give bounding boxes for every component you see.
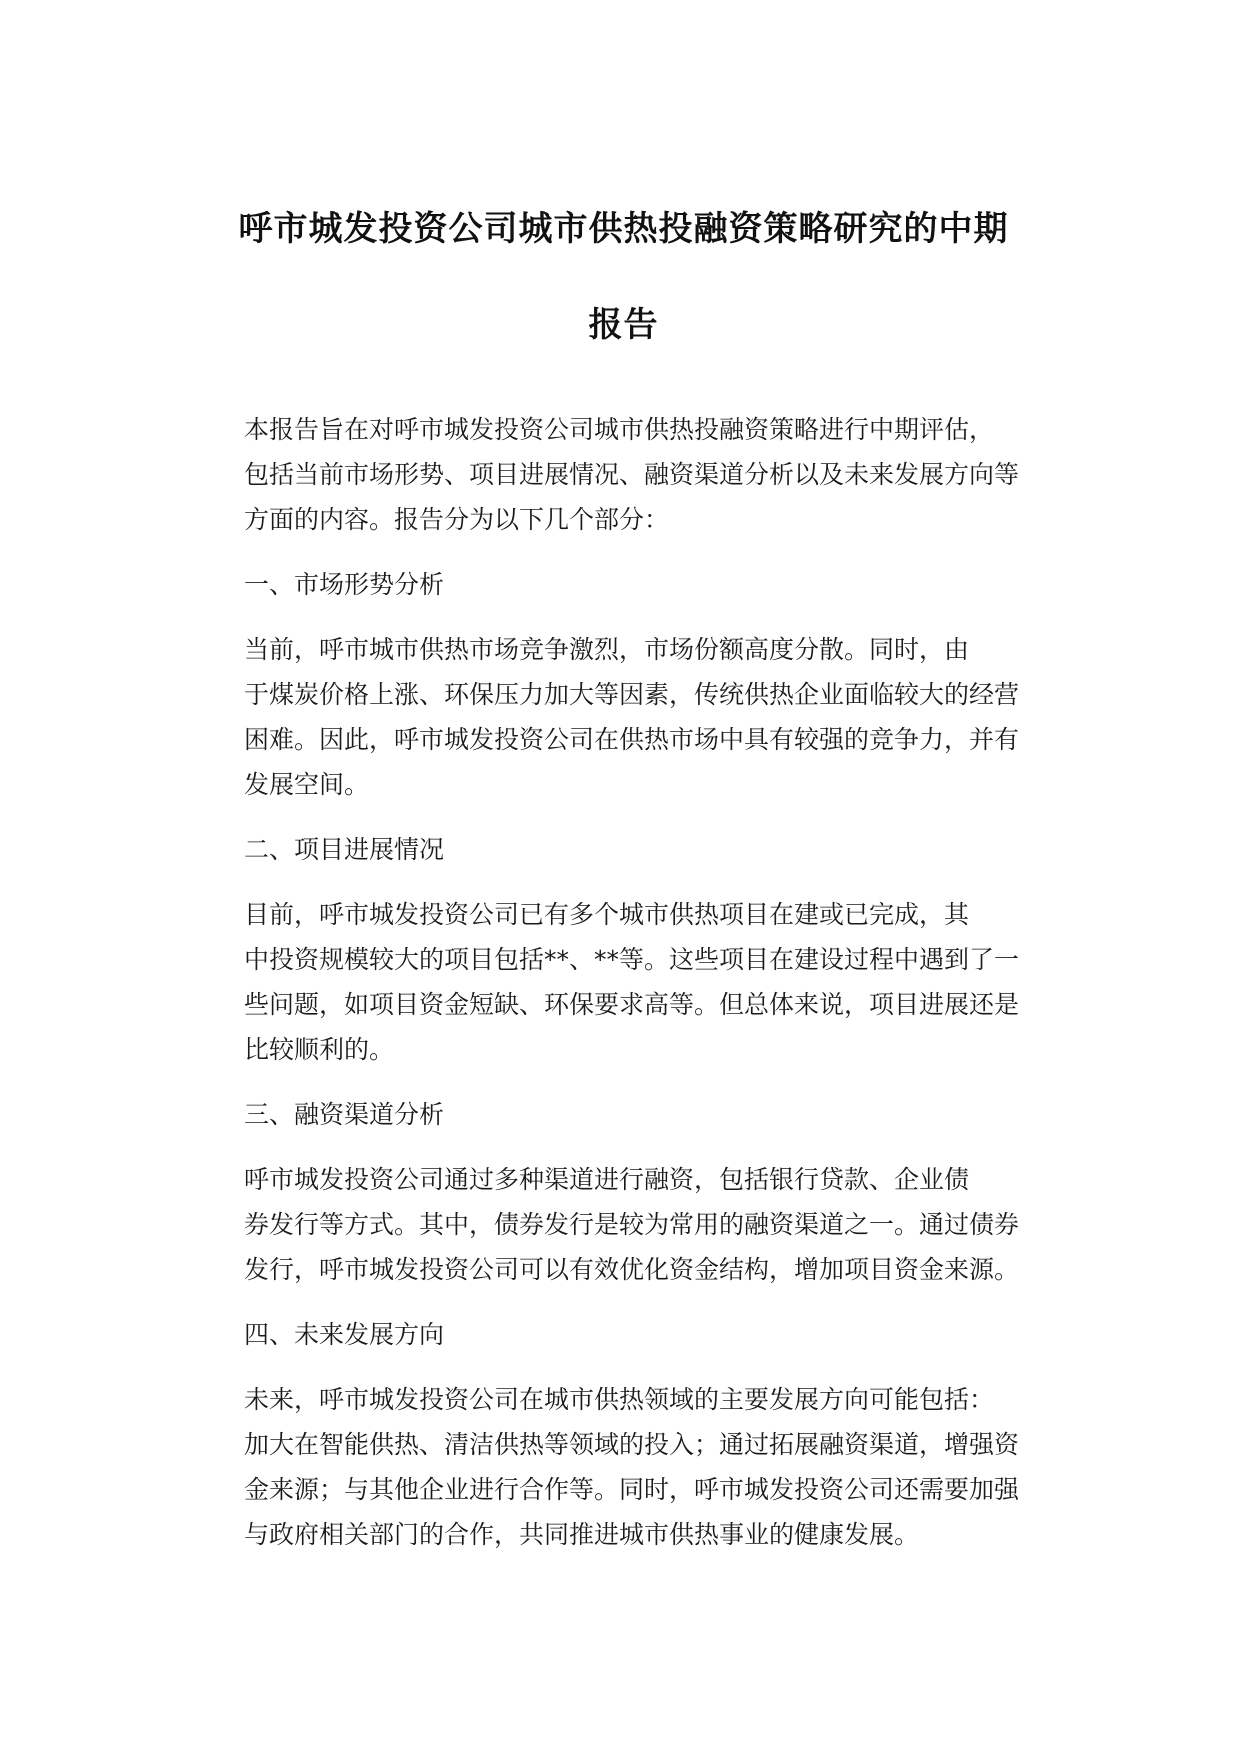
section-paragraph xyxy=(186,627,1061,807)
text-line: 发行，呼市城发投资公司可以有效优化资金结构，增加项目资金来源。 xyxy=(244,1255,1020,1284)
document-body xyxy=(186,407,1061,1557)
intro-paragraph xyxy=(186,407,1061,542)
text-line: 些问题，如项目资金短缺、环保要求高等。但总体来说，项目进展还是 xyxy=(244,990,1020,1019)
text-line: 比较顺利的。 xyxy=(244,1035,395,1064)
text-line: 当前，呼市城市供热市场竞争激烈，市场份额高度分散。同时，由 xyxy=(244,635,970,664)
section-heading: 三、融资渠道分析 xyxy=(244,1100,445,1129)
section-paragraph xyxy=(186,1157,1061,1292)
text-line: 包括当前市场形势、项目进展情况、融资渠道分析以及未来发展方向等 xyxy=(244,460,1020,489)
text-line: 于煤炭价格上涨、环保压力加大等因素，传统供热企业面临较大的经营 xyxy=(244,680,1020,709)
section-heading: 二、项目进展情况 xyxy=(244,835,445,864)
document-title xyxy=(186,0,1061,373)
text-line: 目前，呼市城发投资公司已有多个城市供热项目在建或已完成，其 xyxy=(244,900,970,929)
text-line: 方面的内容。报告分为以下几个部分： xyxy=(244,505,670,534)
text-line: 券发行等方式。其中，债券发行是较为常用的融资渠道之一。通过债券 xyxy=(244,1210,1020,1239)
text-line: 中投资规模较大的项目包括**、**等。这些项目在建设过程中遇到了一 xyxy=(244,945,1020,974)
text-line: 加大在智能供热、清洁供热等领域的投入；通过拓展融资渠道，增强资 xyxy=(244,1430,1020,1459)
section-heading: 一、市场形势分析 xyxy=(244,570,445,599)
text-line: 呼市城发投资公司通过多种渠道进行融资，包括银行贷款、企业债 xyxy=(244,1165,970,1194)
text-line: 未来，呼市城发投资公司在城市供热领域的主要发展方向可能包括： xyxy=(244,1385,995,1414)
text-line: 本报告旨在对呼市城发投资公司城市供热投融资策略进行中期评估， xyxy=(244,415,995,444)
section-paragraph xyxy=(186,1377,1061,1557)
text-line: 金来源；与其他企业进行合作等。同时，呼市城发投资公司还需要加强 xyxy=(244,1475,1020,1504)
text-line: 与政府相关部门的合作，共同推进城市供热事业的健康发展。 xyxy=(244,1520,920,1549)
section-heading: 四、未来发展方向 xyxy=(244,1320,445,1349)
text-line: 困难。因此，呼市城发投资公司在供热市场中具有较强的竞争力，并有 xyxy=(244,725,1020,754)
title-line: 呼市城发投资公司城市供热投融资策略研究的中期 xyxy=(238,209,1009,249)
title-line: 报告 xyxy=(588,305,659,345)
section-paragraph xyxy=(186,892,1061,1072)
text-line: 发展空间。 xyxy=(244,770,370,799)
